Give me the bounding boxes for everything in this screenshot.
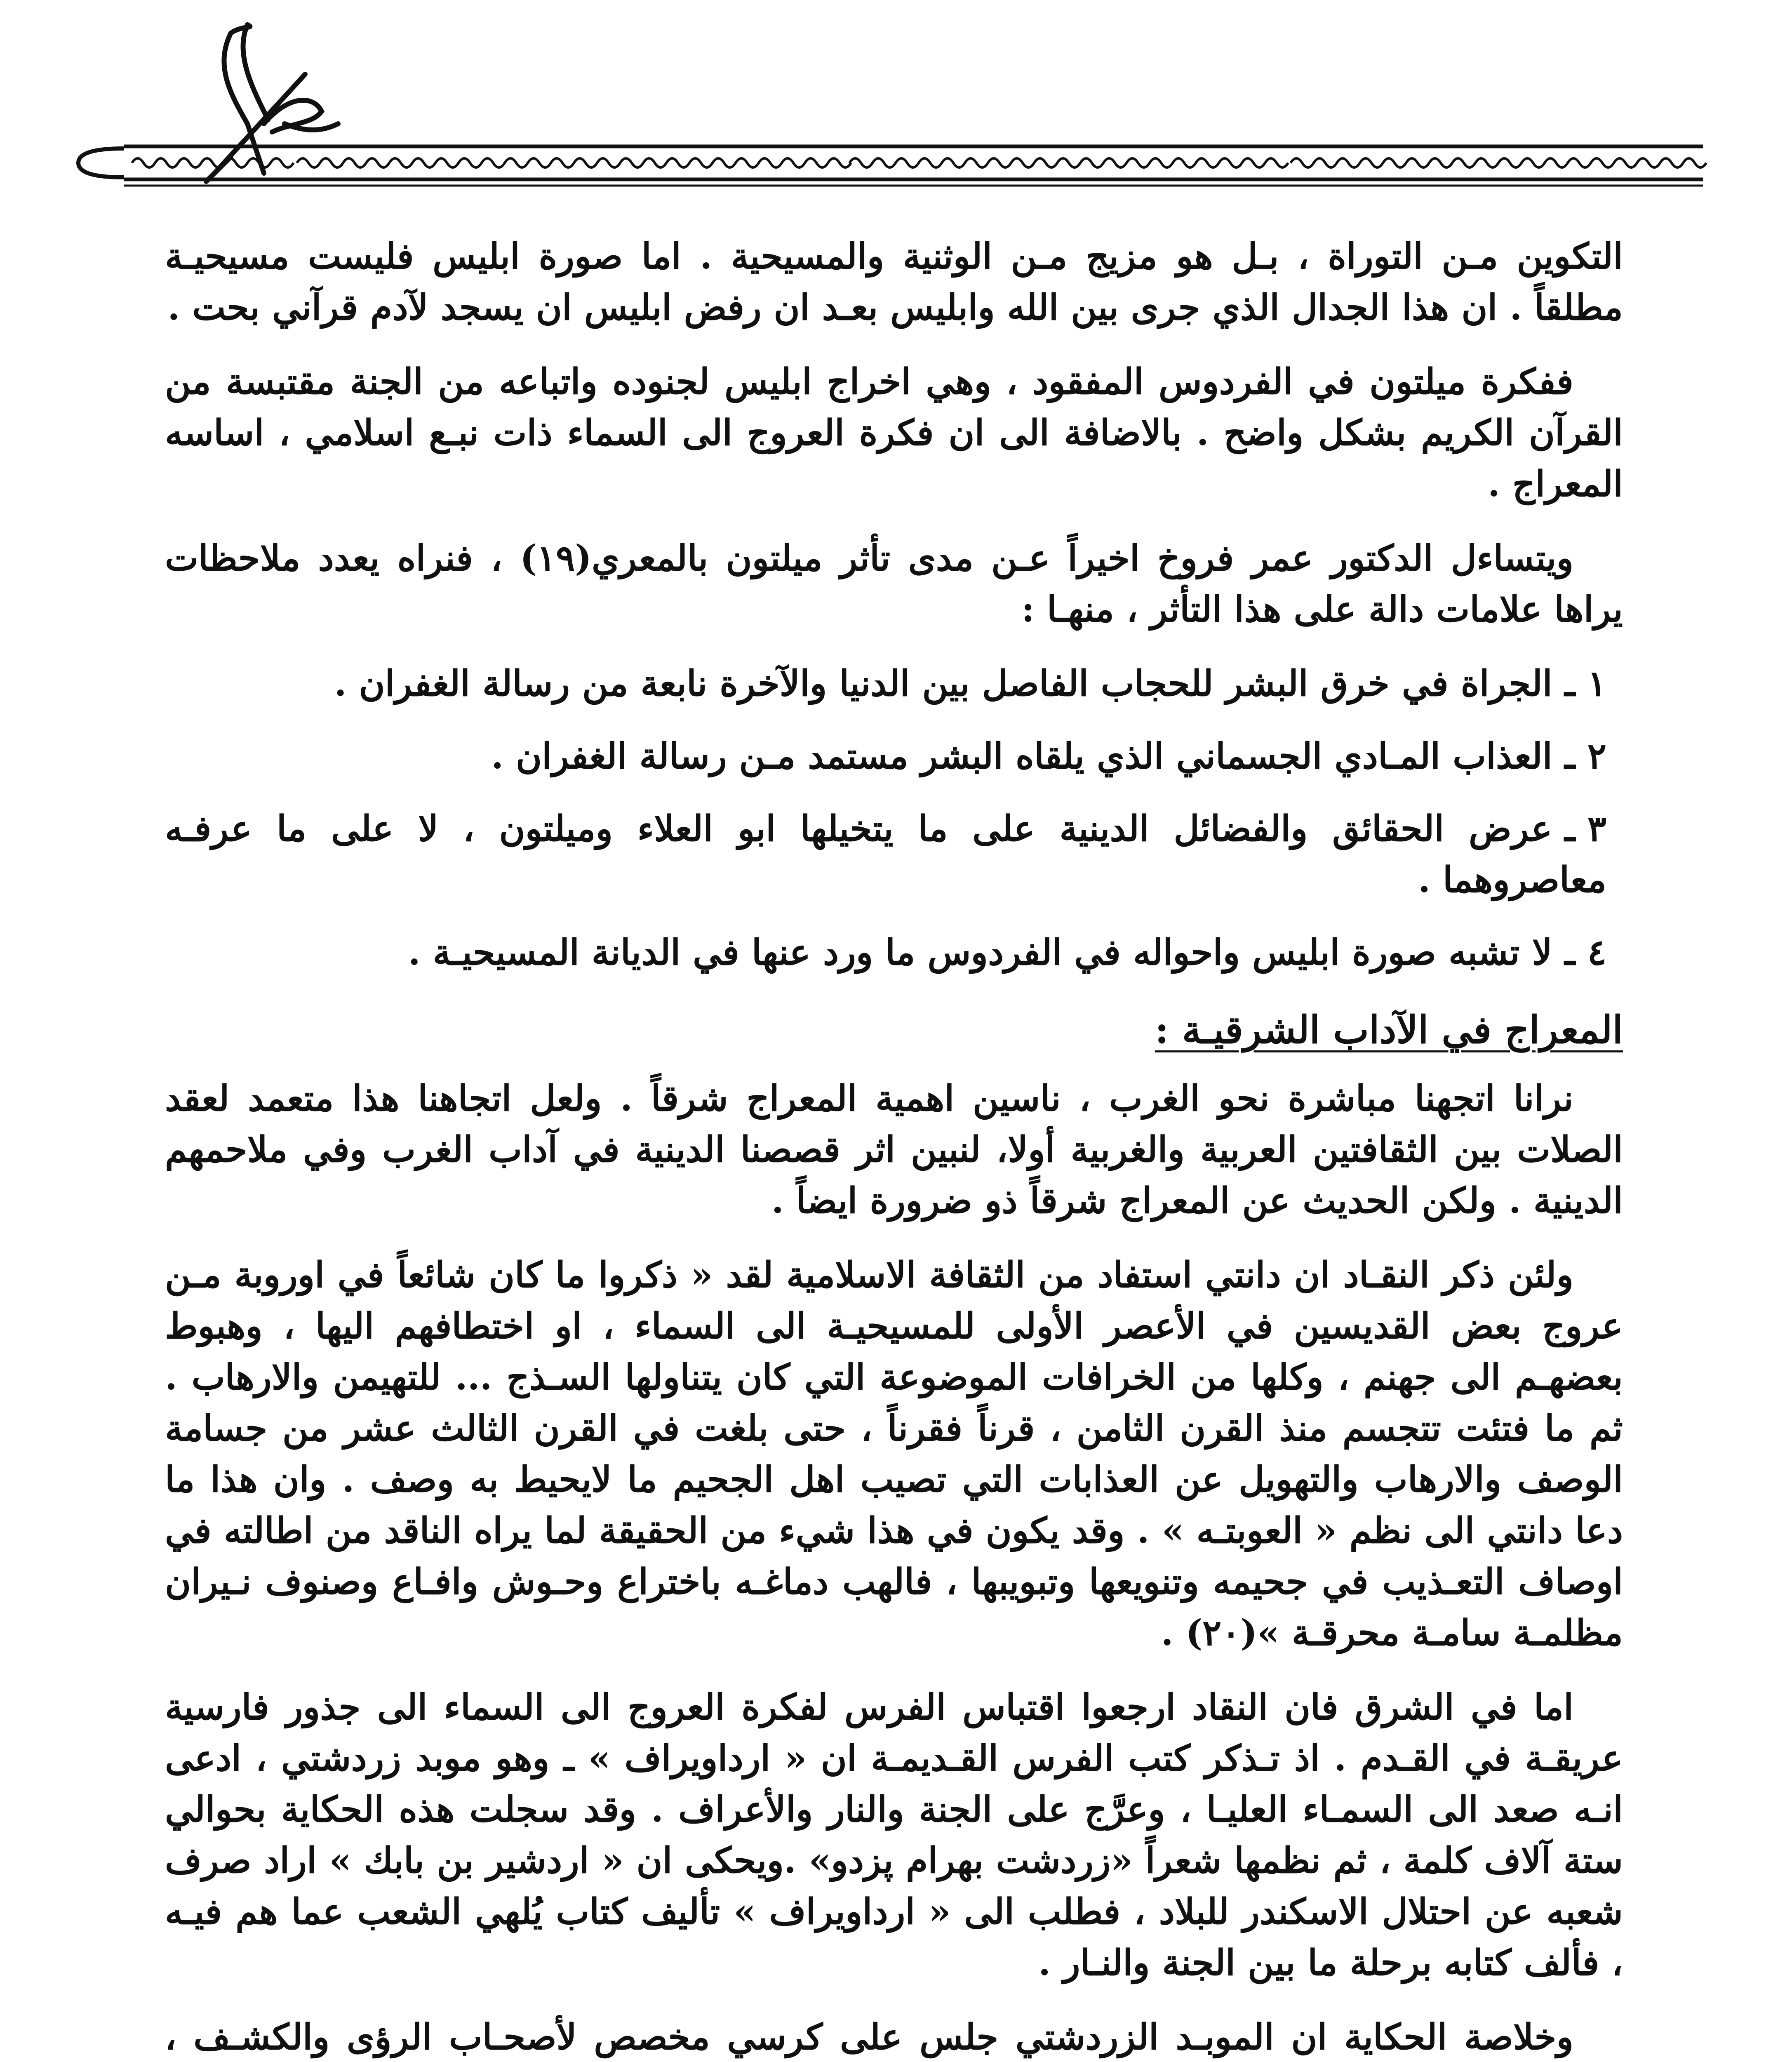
list-item (165, 658, 1623, 709)
list-item-text: العذاب المـادي الجسماني الذي يلقاه البشر مستمد مـن رسالة الغفران . (491, 735, 1552, 777)
list-item-text: عرض الحقائق والفضائل الدينية على ما يتخيلها ابو العلاء وميلتون ، لا على ما عرفـه معاصروهما . (165, 808, 1606, 901)
paragraph: ففكرة ميلتون في الفردوس المفقود ، وهي اخراج ابليس لجنوده واتباعه من الجنة مقتبسة من القرآن الكريم بشكل واضح . بالاضافة الى ان فكرة العروج الى السماء ذات نبـع اسلامي ، اساسه المعراج . (165, 361, 1623, 505)
section-heading: المعراج في الآداب الشرقيـة : (1155, 1007, 1623, 1052)
list-item-number: ٤ ـ (1564, 932, 1606, 973)
paragraph: التكوين مـن التوراة ، بـل هو مزيج مـن الوثنية والمسيحية . اما صورة ابليس فليست مسيحيـة مطلقاً . ان هذا الجدال الذي جرى بين الله وابليس بعـد ان رفض ابليس ان يسجد لآدم قرآني بحت . (165, 235, 1623, 328)
numbered-list (165, 658, 1623, 978)
list-item (165, 927, 1623, 978)
paragraph: وخلاصة الحكاية ان الموبـد الزردشتي جلس على كرسي مخصص لأصحـاب الرؤى والكشـف ، (165, 2016, 1573, 2058)
list-item-number: ٣ ـ (1564, 808, 1606, 850)
list-item-number: ١ ـ (1564, 663, 1606, 704)
list-item-text: الجراة في خرق البشر للحجاب الفاصل بين الدنيا والآخرة نابعة من رسالة الغفران . (334, 663, 1552, 704)
paragraph: اما في الشرق فان النقاد ارجعوا اقتباس الفرس لفكرة العروج الى السماء الى جذور فارسية عريقـة في القـدم . اذ تـذكر كتب الفرس القـديمـة ان « ارداويراف » ـ وهو موبد زردشتي ، ادعى انـه صعد الى السمـاء العليـا ، وعرَّج على الجنة والنار والأعراف . وقد سجلت هذه الحكاية بحوالي ستة آلاف كلمة ، ثم نظمها شعراً «زردشت بهرام پزدو» .ويحكى ان « اردشير بن بابك » اراد صرف شعبه عن احتلال الاسكندر للبلاد ، فطلب الى « ارداويراف » تأليف كتاب يُلهي الشعب عما هم فيـه ، فألف كتابه برحلة ما بين الجنة والنـار . (165, 1686, 1623, 1984)
list-item (165, 803, 1623, 906)
paragraph: ولئن ذكر النقـاد ان دانتي استفاد من الثقافة الاسلامية لقد « ذكروا ما كان شائعاً في اوروبة مـن عروج بعض القديسين في الأعصر الأولى للمسيحيـة الى السماء ، او اختطافهم اليها ، وهبوط بعضهـم الى جهنم ، وكلها من الخرافات الموضوعة التي كان يتناولها السـذج ... للتهيمن والارهاب . ثم ما فتئت تتجسم منذ القرن الثامن ، قرناً فقرناً ، حتى بلغت في القرن الثالث عشر من جسامة الوصف والارهاب والتهويل عن العذابات التي تصيب اهل الجحيم ما لايحيط به وصف . وان هذا ما دعا دانتي الى نظم « العوبتـه » . وقد يكون في هذا شيء من الحقيقة لما يراه الناقد من اطالته في اوصاف التعـذيب في جحيمه وتنويعها وتبويبها ، فالهب دماغـه باختراع وحـوش وافـاع وصنوف نـيران مظلمـة سامـة محرقـة »(٢٠) . (165, 1254, 1623, 1654)
list-item (165, 731, 1623, 782)
pen-border-ornament (0, 0, 1792, 214)
paragraph: ويتساءل الدكتور عمر فروخ اخيراً عـن مدى تأثر ميلتون بالمعري(١٩) ، فنراه يعدد ملاحظات يراها علامات دالة على هذا التأثر ، منهـا : (165, 537, 1623, 630)
list-item-number: ٢ ـ (1564, 735, 1606, 777)
header-ornament (0, 0, 1792, 214)
paragraph: نرانا اتجهنا مباشرة نحو الغرب ، ناسين اهمية المعراج شرقاً . ولعل اتجاهنا هذا متعمد لعقد الصلات بين الثقافتين العربية والغربية أولا، لنبين اثر قصصنا الدينية في آداب الغرب وفي ملاحمهم الدينية . ولكن الحديث عن المعراج شرقاً ذو ضرورة ايضاً . (165, 1078, 1623, 1222)
list-item-text: لا تشبه صورة ابليس واحواله في الفردوس ما ورد عنها في الديانة المسيحيـة . (408, 932, 1552, 973)
page-body (165, 231, 1623, 2062)
